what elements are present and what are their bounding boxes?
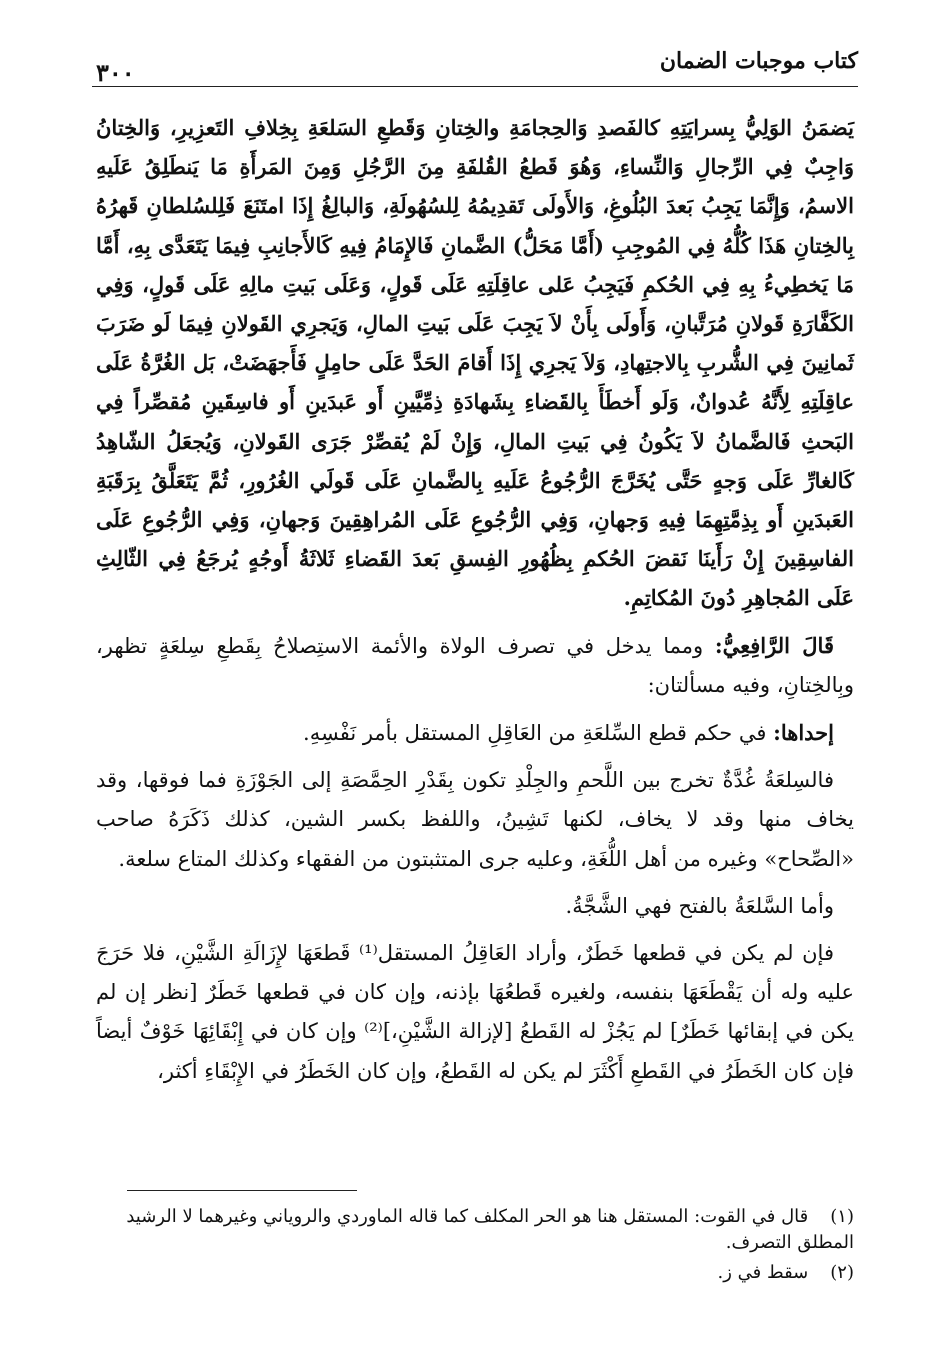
footnotes: [96, 1204, 854, 1290]
paragraph-text: في حكم قطع السِّلعَةِ من العَاقِلِ المستقل بأمر نَفْسِهِ.: [303, 721, 774, 746]
footnote-number: (٢): [830, 1262, 854, 1283]
footnote-divider: [127, 1190, 357, 1191]
definition-paragraph: [96, 761, 854, 879]
footnote-text: قال في القوت: المستقل هنا هو الحر المكلف كما قاله الماوردي والروياني وغيرهما لا الرشيد المطلق التصرف.: [126, 1206, 854, 1253]
footnote-text: سقط في ز.: [717, 1262, 809, 1283]
ruling-paragraph: [96, 934, 854, 1091]
matn-paragraph: [96, 108, 854, 618]
definition-paragraph: [96, 887, 854, 926]
matn-text: يَضمَنُ الوَلِيُّ بِسرايَتِهِ كالفَصدِ وَالحِجامَةِ والخِتانِ وَقَطعِ السَلعَةِ بِخِلافِ التَعزِيرِ، وَالخِتانُ وَاجِبٌ فِي الرِّجالِ وَالنِّساءِ، وَهُوَ قَطعُ القُلفَةِ مِنَ الرَّجُلِ وَمِنَ المَرأَةِ مَا يَنطَلِقُ عَلَيهِ الاسمُ، وَإِنَّمَا يَجِبُ بَعدَ البُلُوغِ، وَالأَولَى تَقدِيمُهُ لِلسُهُولَةِ، وَالبالِغُ إِذَا امتَنَعَ فَلِلسُلطانِ قَهرُهُ بِالخِتانِ هَذَا كُلُّهُ فِي المُوجِبِ (أَمَّا مَحَلُّ) الضَّمانِ فَالإِمَامُ فِيهِ كَالأَجانِبِ فِيمَا يَتَعَدَّى بِهِ، أَمَّا مَا يَخطِيءُ بِهِ فِي الحُكمِ فَيَجِبُ عَلى عاقِلَتِهِ عَلَى قَولٍ، وَعَلَى بَيتِ مالِهِ عَلَى قَولٍ، وَفِي الكَفَّارَةِ قَولانِ مُرَتَّبانِ، وَأَولَى بِأَنْ لاَ يَجِبَ عَلَى بَيتِ المالِ، وَيَجرِي القَولانِ فِيمَا لَو ضَرَبَ ثَمانِينَ فِي الشُّربِ بِالاجتِهادِ، وَلاَ يَجرِي إِذَا أَقامَ الحَدَّ عَلَى حامِلٍ فَأَجهَضَتْ، بَل الغُرَّةُ عَلَى عاقِلَتِهِ لِأَنَّهُ عُدوانٌ، وَلَو أَخطَأَ بِالقَضاءِ بِشَهادَةِ ذِمِّيَّينِ أَو عَبدَينِ أَو فاسِقَينِ مُقصِّراً فِي البَحثِ فَالضَّمانُ لاَ يَكُونُ فِي بَيتِ المالِ، وَإِنْ لَمْ يُقصِّرْ جَرَى القَولانِ، وَيُجعَلُ الشّاهِدُ كَالغارِّ عَلَى وَجهٍ حَتَّى يُخَرَّجَ الرُّجُوعُ عَلَيهِ بِالضَّمانِ عَلَى قَولَي الغُرُورِ، ثُمَّ يَتَعَلَّقُ بِرَقَبَةِ العَبدَينِ أَو بِذِمَّتِهِمَا فِيهِ وَجهانِ، وَفِي الرُّجُوعِ عَلَى المُراهِقِينَ وَجهانِ، وَفِي الرُّجُوعِ عَلَى الفاسِقِينَ إِنْ رَأَينَا نَقضَ الحُكمِ بِظُهُورِ الفِسقِ بَعدَ القَضاءِ ثَلاثَةُ أَوجُهٍ يُرجَعُ فِي الثّالِثِ عَلَى المُجاهِرِ دُونَ المُكاتِمِ.: [96, 115, 854, 611]
footnote-number: (١): [830, 1206, 854, 1227]
footnote: [96, 1260, 854, 1286]
footnote: [96, 1204, 854, 1256]
issue-label: إحداها:: [773, 720, 834, 746]
paragraph-text: وأما السَّلعَةُ بالفتح فهي الشَّجَّةُ.: [565, 893, 834, 918]
main-text: [96, 108, 854, 1099]
paragraph-text: فإن لم يكن في قطعها خَطَرٌ، وأراد العَاقِلُ المستقل⁽¹⁾ قَطعَهَا لإِزَالَةِ الشَّيْنِ، فلا حَرَجَ عليه وله أن يَقْطَعَهَا بنفسه، ولغيره قَطعُهَا بإذنه، وإن كان في قطعها خَطَرٌ [نظر إن لم يكن في إبقائها خَطَرٌ] لم يَجُزْ له القَطعُ [لإزالة الشَّيْنِ،]⁽²⁾ وإن كان في إِبْقَائِهَا خَوْفٌ أيضاً فإن كان الخَطَرُ في القَطعِ أَكْثَرَ لم يكن له القَطعُ، وإن كان الخَطَرُ في الإِبْقَاءِ أكثر،: [96, 941, 854, 1083]
commentary-paragraph: [96, 626, 854, 705]
page-number: ٣٠٠: [96, 58, 135, 87]
paragraph-text: ومما يدخل في تصرف الولاة والأئمة الاستِصلاحُ بِقَطعِ سِلعَةٍ تظهر، وبِالخِتانِ، وفيه مسألتان:: [96, 633, 854, 697]
book-title: كتاب موجبات الضمان: [659, 48, 858, 74]
paragraph-text: فالسِلعَةُ غُدَّةٌ تخرج بين اللَّحمِ والجِلْدِ تكون بِقَدْرِ الحِمَّصَةِ إلى الجَوْزَةِ فما فوقها، وقد يخاف منها وقد لا يخاف، لكنها تَشِينُ، واللفظ بكسر الشين، كذلك ذَكَرَهُ صاحب «الصِّحاح» وغيره من أهل اللُّغَةِ، وعليه جرى المتثبتون من الفقهاء وكذلك المتاع سلعة.: [96, 768, 854, 871]
running-header: [92, 28, 858, 87]
commentator-label: قَالَ الرَّافِعِيُّ:: [714, 632, 834, 658]
issue-paragraph: [96, 713, 854, 753]
